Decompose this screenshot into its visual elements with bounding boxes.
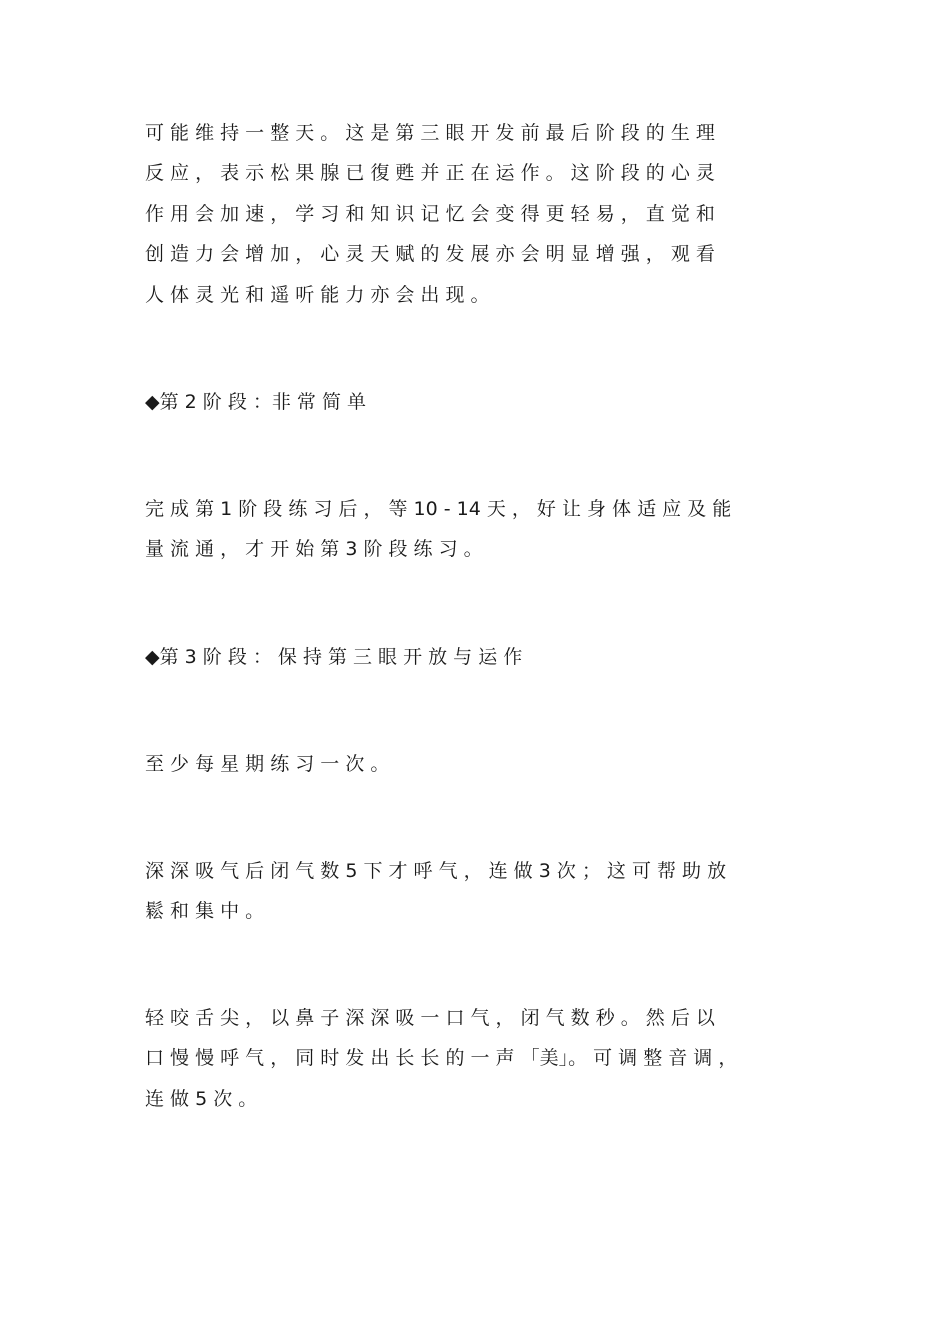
paragraph-line: 轻 咬 舌 尖 ， 以 鼻 子 深 深 吸 一 口 气 ， 闭 气 数 秒 。 然 后 以: [145, 1007, 715, 1029]
paragraph-line: 作 用 会 加 速 ， 学 习 和 知 识 记 忆 会 变 得 更 轻 易 ， 直 觉 和: [145, 203, 715, 225]
paragraph-line: 反 应 ， 表 示 松 果 腺 已 復 甦 并 正 在 运 作 。 这 阶 段 的 心 灵: [145, 162, 715, 184]
paragraph-line: 可 能 维 持 一 整 天 。 这 是 第 三 眼 开 发 前 最 后 阶 段 的 生 理: [145, 122, 715, 144]
paragraph-line: 量 流 通 ， 才 开 始 第 3 阶 段 练 习 。: [145, 538, 483, 560]
stage-2-heading: ◆第 2 阶 段 ：非 常 简 单: [145, 391, 366, 413]
paragraph-line: 口 慢 慢 呼 气 ， 同 时 发 出 长 长 的 一 声 「美」。 可 调 整 音 调 ，: [145, 1047, 738, 1069]
paragraph-line: 连 做 5 次 。: [145, 1088, 258, 1110]
paragraph-line: 至 少 每 星 期 练 习 一 次 。: [145, 753, 390, 775]
paragraph-line: 完 成 第 1 阶 段 练 习 后 ， 等 10 - 14 天 ， 好 让 身 体 适 应 及 能: [145, 498, 732, 520]
paragraph-line: 鬆 和 集 中 。: [145, 900, 265, 922]
paragraph-line: 创 造 力 会 增 加 ， 心 灵 天 赋 的 发 展 亦 会 明 显 增 强 ， 观 看: [145, 243, 715, 265]
paragraph-line: 人 体 灵 光 和 遥 听 能 力 亦 会 出 现 。: [145, 284, 490, 306]
stage-3-heading: ◆第 3 阶 段 ： 保 持 第 三 眼 开 放 与 运 作: [145, 646, 523, 668]
paragraph-line: 深 深 吸 气 后 闭 气 数 5 下 才 呼 气 ， 连 做 3 次 ； 这 可 帮 助 放: [145, 860, 727, 882]
